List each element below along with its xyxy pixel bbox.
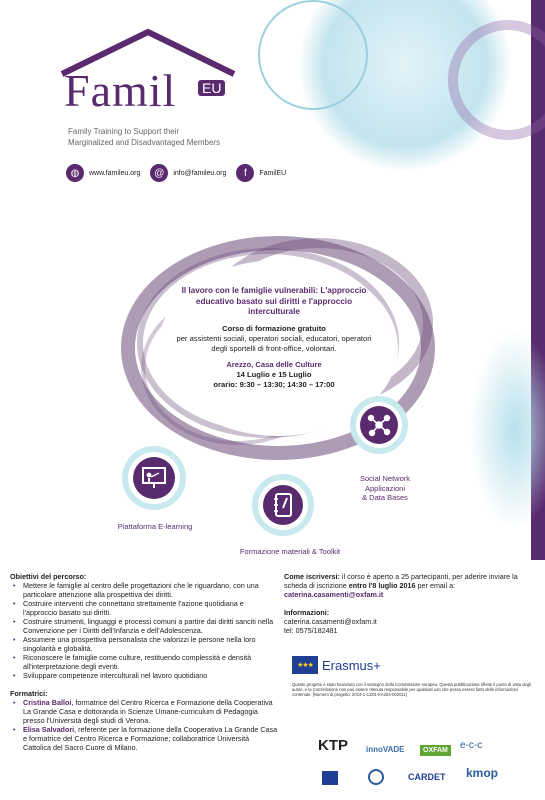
logo-tagline: [68, 126, 258, 148]
course-type: Corso di formazione gratuito: [222, 323, 326, 333]
famileu-logo: [58, 28, 238, 128]
social-network-bubble: [350, 396, 408, 454]
course-hours: orario: 9:30 – 13:30; 14:30 – 17:00: [213, 379, 335, 389]
email-link[interactable]: [150, 164, 226, 182]
left-column: [10, 572, 278, 752]
list-item: • Riconoscere le famiglie come culture, restituendo complessità e densità all'interpretazione degli eventi.: [10, 653, 278, 671]
logo-eu-badge: EU: [198, 80, 225, 96]
signup-text: Come iscriversi: il corso è aperto a 25 partecipanti, per aderire inviare la scheda di iscrizione entro l'8 luglio 2016 per email a:: [284, 572, 518, 590]
trainer-description: , referente per la formazione della Cooperativa La Grande Casa e formatrice del Centro Ricerca e Formazione; collaboratrice Università Cattolica del Sacro Cuore di Milano.: [23, 725, 278, 752]
materials-label: Formazione materiali & Toolkit: [239, 547, 341, 556]
tagline-line: Marginalized and Disadvantaged Members: [68, 138, 221, 147]
trainers-list: [10, 698, 278, 752]
notebook-icon: [272, 492, 294, 518]
contact-row: [66, 164, 286, 182]
partner-logo-cardet: CARDET: [408, 772, 446, 782]
list-item: [10, 698, 278, 725]
tagline-line: Family Training to Support their: [68, 127, 180, 136]
signup-email-link[interactable]: caterina.casamenti@oxfam.it: [284, 590, 384, 599]
partner-logos: [308, 737, 528, 797]
erasmus-logo: [292, 656, 381, 674]
partner-logo-innovade: innoVADE: [366, 745, 405, 754]
presentation-board-icon: [141, 466, 167, 490]
partner-logo-institute: [322, 771, 338, 785]
partner-logo-oxfam: OXFAM: [420, 745, 451, 756]
erasmus-wordmark: Erasmus+: [322, 657, 381, 673]
list-item: [10, 725, 278, 752]
network-icon: [365, 411, 393, 439]
list-item: • Costruire interventi che connettano strettamente l'azione quotidiana e l'approccio basato sui diritti.: [10, 599, 278, 617]
trainer-name: Elisa Salvadori: [23, 725, 75, 734]
materials-bubble: [252, 474, 314, 536]
logo-wordmark: Famil: [64, 65, 177, 116]
info-phone: tel: 0575/182481: [284, 626, 338, 635]
course-dates: 14 Luglio e 15 Luglio: [236, 369, 312, 379]
signup-label: Come iscriversi:: [284, 572, 340, 581]
right-column: [284, 572, 536, 782]
trainers-heading: Formatrici:: [10, 689, 48, 698]
decorative-ring: [258, 0, 368, 110]
course-audience: per assistenti sociali, operatori sociali, educatori, operatori degli sportelli di front-office, volontari.: [176, 333, 372, 353]
list-item: • Costruire strumenti, linguaggi e processi comuni a partire dai diritti sanciti nella Convenzione per i Diritti dell'Infanzia e dell'Adolescenza.: [10, 617, 278, 635]
course-place: Arezzo, Casa delle Culture: [226, 359, 322, 369]
website-link[interactable]: [66, 164, 140, 182]
partner-logo-kmop: kmop: [466, 766, 499, 780]
objectives-heading: Obiettivi del percorso:: [10, 572, 87, 581]
trainer-name: Cristina Balloi: [23, 698, 72, 707]
info-email-link[interactable]: caterina.casamenti@oxfam.it: [284, 617, 377, 626]
info-heading: Informazioni:: [284, 608, 330, 617]
globe-icon: ◍: [66, 164, 84, 182]
eu-flag-icon: ★★★: [292, 656, 318, 674]
funding-disclaimer: Questo progetto è stato finanziato con il sostegno della Commissione europea. Questa pubblicazione riflette il punto di vista degli autori, e la Commissione non può essere ritenuta responsabile per qualsiasi uso che possa essere fatto delle informazioni contenute. [Numero di progetto: 2014-1-CZ01-KA204-002011]: [292, 682, 532, 698]
signup-deadline: entro l'8 luglio 2016: [348, 581, 416, 590]
partner-logo-ecc: e-c-c: [460, 740, 483, 751]
facebook-icon: f: [236, 164, 254, 182]
at-icon: @: [150, 164, 168, 182]
facebook-text: FamilEU: [259, 169, 287, 177]
trainer-description: , formatrice del Centro Ricerca e Formazione della Cooperativa La Grande Casa e dottoranda in Scienze Umane-curriculum di Pedagogia presso l'Università degli studi di Verona.: [23, 698, 273, 725]
email-text: info@famileu.org: [173, 169, 227, 177]
elearning-bubble: [122, 446, 186, 510]
facebook-link[interactable]: [236, 164, 286, 182]
list-item: • Mettere le famiglie al centro delle progettazioni che le riguardano, con una particolare attenzione alla prospettiva dei diritti.: [10, 581, 278, 599]
social-network-label: Social Network Applicazioni & Data Bases: [359, 474, 411, 502]
website-text: www.famileu.org: [89, 169, 141, 177]
elearning-label: Piattaforma E-learning: [117, 522, 193, 531]
partner-logo-q: [368, 769, 384, 785]
list-item: • Sviluppare competenze interculturali nel lavoro quotidiano: [10, 671, 278, 680]
objectives-list: [10, 581, 278, 680]
decorative-blue-swirl: [470, 330, 545, 530]
partner-logo-ktp: KTP: [318, 737, 348, 754]
course-title: Il lavoro con le famiglie vulnerabili: L'approccio educativo basato sui diritti e l'approccio interculturale: [181, 286, 367, 316]
list-item: • Assumere una prospettiva personalista che valorizzi le persone nella loro singolarità e globalità.: [10, 635, 278, 653]
course-description: [170, 286, 378, 390]
